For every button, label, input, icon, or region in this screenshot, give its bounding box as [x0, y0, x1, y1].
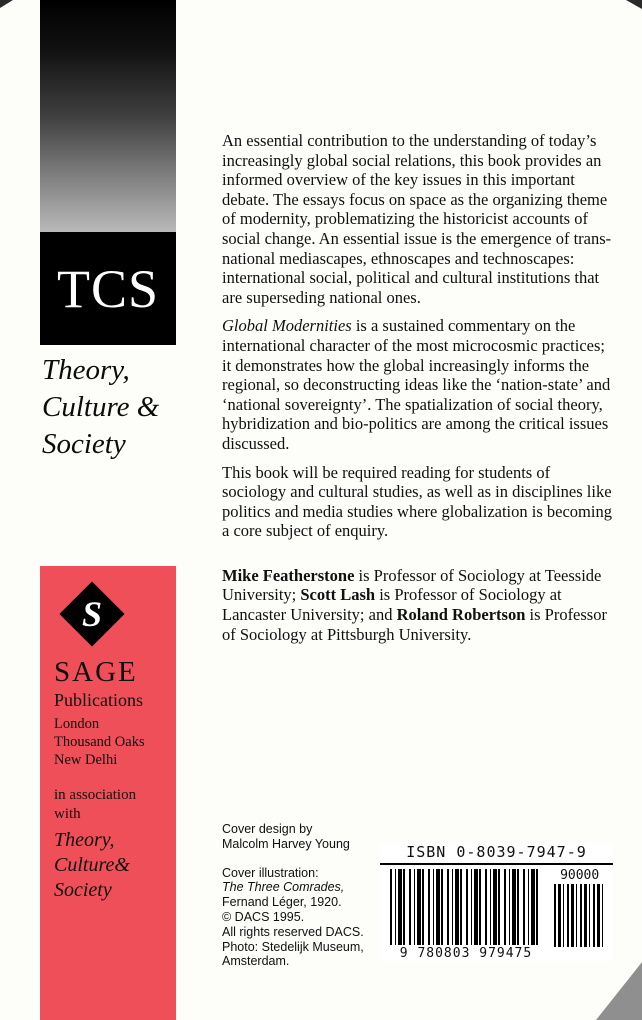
cover-design-credit — [222, 822, 372, 852]
credit-line: Malcolm Harvey Young — [222, 836, 350, 851]
credit-line: All rights reserved DACS. — [222, 924, 364, 939]
association-journal-line: Culture& — [54, 854, 130, 876]
publisher-city: New Delhi — [54, 752, 118, 768]
book-title: Global Modernities — [222, 316, 352, 336]
publisher-name: SAGE — [54, 656, 138, 688]
barcode-row — [380, 865, 613, 961]
cover-credits — [222, 822, 372, 969]
association-line: with — [54, 806, 81, 822]
publisher-city: London — [54, 716, 100, 732]
author-bios — [222, 566, 614, 644]
credit-line: Fernand Léger, 1920. — [222, 895, 342, 910]
back-cover-blurb — [222, 131, 614, 653]
barcode-addon-bars-icon — [554, 884, 606, 947]
credit-line: Amsterdam. — [222, 954, 290, 969]
author-bio-2: is Professor of Sociology at Lancaster University; and — [222, 585, 562, 625]
tcs-logo-box — [40, 232, 176, 345]
association-journal-line: Society — [54, 879, 112, 901]
association-note — [54, 786, 164, 824]
author-bio-1: is Professor of Sociology at Teesside University; — [222, 565, 602, 605]
author-name-1: Mike Featherstone — [222, 565, 355, 585]
scan-artifact-top-right — [626, 0, 642, 9]
journal-name-line: Society — [42, 428, 126, 460]
gradient-spine-bar — [40, 0, 176, 232]
publisher-descriptor: Publications — [54, 690, 143, 710]
credit-line: Cover illustration: — [222, 865, 319, 880]
author-bio-3: is Professor of Sociology at Pittsburgh University. — [222, 605, 607, 644]
blurb-paragraph-3: This book will be required reading for students of sociology and cultural studies, as well as in disciplines like politics and media studies where globalization is becoming a core subject of enquiry. — [222, 462, 612, 541]
ean-barcode — [390, 869, 544, 961]
publisher-city: Thousand Oaks — [54, 734, 145, 750]
credit-line: Photo: Stedelijk Museum, — [222, 939, 364, 954]
association-line: in association — [54, 787, 137, 803]
barcode-bars-icon — [390, 869, 542, 945]
blurb-paragraph-2-text: is a sustained commentary on the international character of the most microcosmic practices; it demonstrates how the global increasingly informs the regional, so deconstructing ideas like the ‘nation-state’ and ‘national sovereignty’. The spatialization of social theory, hybridization and bio-politics are among the critical issues discussed. — [222, 316, 611, 453]
publisher-cities — [54, 715, 164, 769]
sage-logo-letter: S — [81, 594, 103, 634]
author-name-3: Roland Robertson — [396, 605, 526, 625]
journal-name-line: Culture & — [42, 391, 160, 423]
ean-addon-barcode — [552, 869, 607, 961]
isbn-barcode-block — [380, 843, 613, 961]
isbn-number: ISBN 0-8039-7947-9 — [380, 843, 613, 865]
illustration-title: The Three Comrades, — [222, 880, 345, 895]
association-journal-line: Theory, — [54, 829, 115, 851]
scan-artifact-top-left — [0, 0, 13, 8]
publisher-panel — [40, 566, 176, 1020]
journal-name-line: Theory, — [42, 354, 130, 386]
scan-artifact-bottom-right — [596, 962, 642, 1020]
blurb-paragraph-2 — [222, 316, 614, 453]
association-journal-name — [54, 828, 164, 903]
tcs-acronym: TCS — [56, 258, 160, 319]
cover-illustration-credit — [222, 866, 372, 970]
sage-logo-icon — [64, 586, 120, 642]
barcode-digits: 9 780803 979475 — [399, 946, 533, 961]
journal-name — [42, 352, 192, 463]
credit-line: Cover design by — [222, 822, 313, 836]
author-name-2: Scott Lash — [300, 585, 376, 605]
credit-line: © DACS 1995. — [222, 909, 305, 924]
barcode-addon-number: 90000 — [560, 868, 600, 883]
blurb-paragraph-1: An essential contribution to the understanding of today’s increasingly global social relations, this book provides an informed overview of the key issues in this important debate. The essays focus on space as the organizing theme of modernity, problematizing the historicist accounts of social change. An essential issue is the emergence of trans-national mediascapes, ethnoscapes and technoscapes: international social, political and cultural institutions that are superseding national ones. — [222, 131, 612, 307]
